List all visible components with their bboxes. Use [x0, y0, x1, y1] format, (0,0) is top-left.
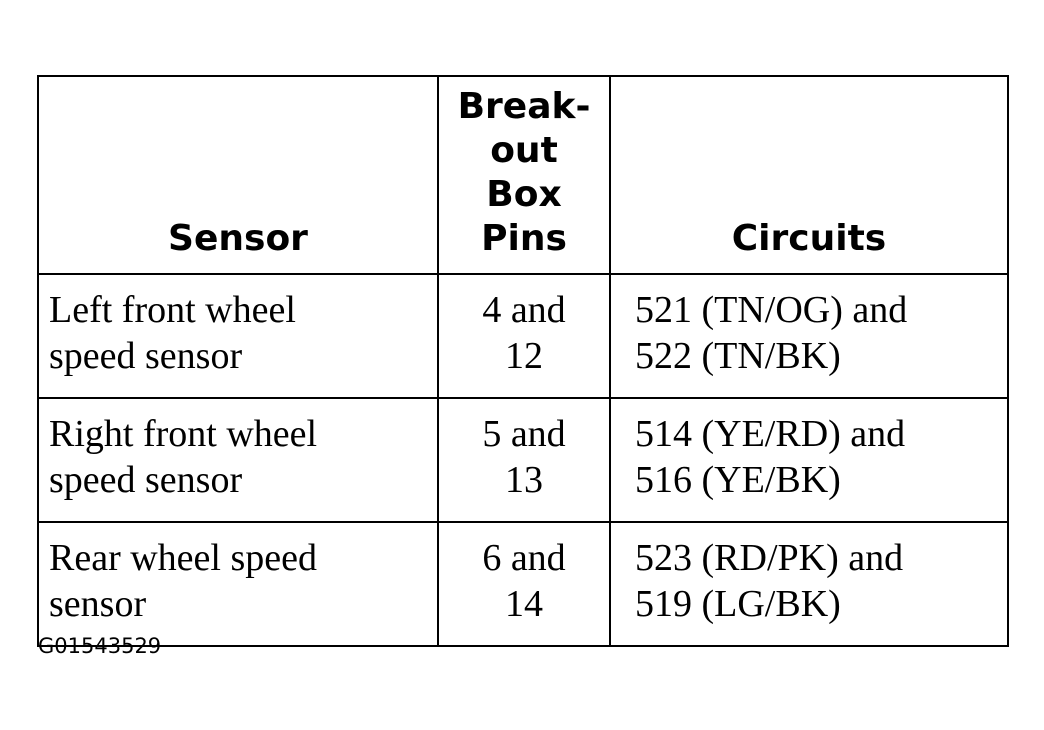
pins-text: 14 [505, 583, 543, 625]
pins-cell [438, 274, 610, 398]
circuits-cell [610, 274, 1008, 398]
pins-text: 5 and [482, 413, 566, 455]
header-breakout-box-pins [438, 76, 610, 274]
pins-text: 12 [505, 335, 543, 377]
pins-cell [438, 522, 610, 646]
pins-cell [438, 398, 610, 522]
sensor-text: sensor [49, 583, 147, 625]
sensor-text: Right front wheel [49, 413, 318, 455]
sensor-text: speed sensor [49, 335, 243, 377]
sensor-cell [38, 522, 438, 646]
pins-text: 13 [505, 459, 543, 501]
sensor-text: speed sensor [49, 459, 243, 501]
figure-id-label: G01543529 [38, 634, 162, 658]
circuits-cell [610, 398, 1008, 522]
header-row [38, 76, 1008, 274]
header-circuits-label: Circuits [731, 218, 887, 259]
sensor-circuit-table [37, 75, 1009, 647]
header-pins-line: out [490, 130, 558, 171]
pins-text: 4 and [482, 289, 566, 331]
header-pins-line: Box [486, 174, 562, 215]
pins-text: 6 and [482, 537, 566, 579]
table-row [38, 398, 1008, 522]
circuits-text: 523 (RD/PK) and [635, 537, 904, 579]
sensor-text: Rear wheel speed [49, 537, 317, 579]
circuits-text: 514 (YE/RD) and [635, 413, 906, 455]
header-circuits [610, 76, 1008, 274]
header-pins-line: Break- [457, 86, 591, 127]
sensor-text: Left front wheel [49, 289, 296, 331]
circuits-cell [610, 522, 1008, 646]
circuits-text: 516 (YE/BK) [635, 459, 841, 501]
table-row [38, 522, 1008, 646]
circuits-text: 522 (TN/BK) [635, 335, 841, 377]
header-sensor [38, 76, 438, 274]
header-pins-line: Pins [481, 218, 567, 259]
table-row [38, 274, 1008, 398]
circuits-text: 519 (LG/BK) [635, 583, 841, 625]
sensor-cell [38, 398, 438, 522]
sensor-cell [38, 274, 438, 398]
circuits-text: 521 (TN/OG) and [635, 289, 908, 331]
header-sensor-label: Sensor [168, 218, 308, 259]
